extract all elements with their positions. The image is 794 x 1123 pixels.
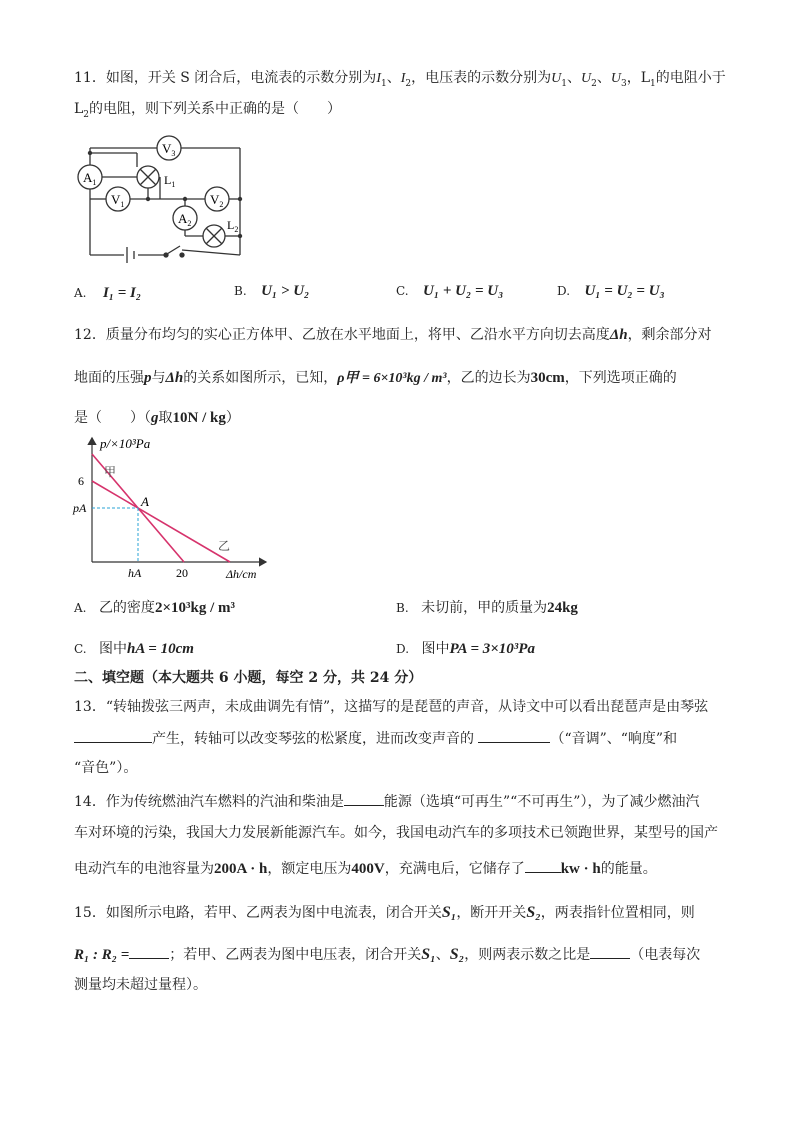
q13-blank-2[interactable] (478, 728, 550, 743)
q12-option-d[interactable]: D. 图中PA = 3×10³Pa (396, 641, 535, 657)
ammeter-a1 (78, 165, 102, 189)
q15-blank-2[interactable] (590, 944, 630, 959)
q13-line1: 13．“转轴拨弦三两声，未成曲调先有情”，这描写的是琵琶的声音，从诗文中可以看出琵琶声是由琴弦 (74, 699, 709, 715)
voltmeter-v1 (106, 187, 130, 211)
lamp-l1 (137, 166, 175, 189)
q12-stem-line2: 地面的压强p与Δh的关系如图所示，已知，ρ甲 = 6×10³kg / m³，乙的边长为30cm，下列选项正确的 (74, 370, 677, 386)
svg-text:V3: $V_3$ (162, 141, 176, 158)
q11-option-a[interactable]: A. I₁ = I₂ (74, 285, 142, 301)
x-tick-ha: hA (128, 566, 142, 580)
q11-option-d[interactable]: D. U₁ = U₂ = U₃ (557, 283, 665, 299)
section-heading-fill-in: 二、填空题（本大题共 6 小题，每空 2 分，共 24 分） (74, 670, 423, 686)
q12-option-b[interactable]: B. 未切前，甲的质量为24kg (396, 600, 578, 616)
voltmeter-v3 (157, 136, 181, 160)
q13-line2: 产生，转轴可以改变琴弦的松紧度，进而改变声音的 （“音调”、“响度”和 (74, 728, 677, 749)
series-label-jia: 甲 (104, 465, 117, 479)
q15-line1: 15．如图所示电路，若甲、乙两表为图中电流表，闭合开关S₁，断开开关S₂，两表指针位置相同，则 (74, 904, 695, 921)
svg-text:V1: $V_1$ (111, 192, 125, 209)
q14-line3: 电动汽车的电池容量为200A · h，额定电压为400V，充满电后，它储存了 kw · h的能量。 (74, 858, 657, 879)
q15-blank-1[interactable] (129, 944, 169, 959)
series-label-yi: 乙 (218, 538, 231, 553)
svg-text:A1: $A_1$ (83, 170, 97, 187)
q12-stem-line1: 12．质量分布均匀的实心正方体甲、乙放在水平地面上，将甲、乙沿水平方向切去高度Δh，剩余部分对 (74, 327, 712, 343)
q14-line2: 车对环境的污染，我国大力发展新能源汽车。如今，我国电动汽车的多项技术已领跑世界，某型号的国产 (74, 825, 718, 841)
q11-stem-line1: 11．如图，开关 S 闭合后，电流表的示数分别为$I_1$、$I_2$，电压表的示数分别为$U_1$、$U_2$、$U_3$，$L_1$的电阻小于 (74, 70, 726, 89)
series-line-1 (92, 481, 230, 562)
x-axis-label: Δh/cm (226, 567, 257, 581)
q11-option-b[interactable]: B. U₁ > U₂ (234, 283, 310, 299)
q14-blank-1[interactable] (344, 791, 384, 806)
svg-text:A2: $A_2$ (178, 211, 192, 228)
q14-blank-2[interactable] (525, 858, 561, 873)
q12-option-a[interactable]: A. 乙的密度2×10³kg / m³ (74, 600, 235, 616)
q12-stem-line3: 是（ ）（g取10N / kg） (74, 410, 240, 426)
q13-line3: “音色”）。 (74, 760, 138, 776)
lamp-l2 (203, 218, 238, 247)
pressure-chart (70, 432, 275, 582)
x-tick-20: 20 (176, 566, 188, 580)
y-tick-pa: pA (73, 501, 87, 515)
q15-line2: R₁ : R₂ = ；若甲、乙两表为图中电压表，闭合开关S₁、S₂，则两表示数之比是 （电表每次 (74, 946, 701, 963)
point-a-label: A (141, 494, 149, 509)
ammeter-a2 (173, 206, 197, 230)
q11-stem-line2: $L_2$的电阻，则下列关系中正确的是（ ） (74, 101, 342, 120)
y-axis-label: p/×10³Pa (100, 436, 151, 451)
y-tick-6: 6 (78, 474, 84, 488)
svg-text:L2: $L_2$ (227, 218, 239, 234)
svg-text:L1: $L_1$ (164, 173, 176, 189)
q14-line1: 14．作为传统燃油汽车燃料的汽油和柴油是 能源（选填“可再生”“不可再生”），为了减少燃油汽 (74, 791, 699, 812)
voltmeter-v2 (205, 187, 229, 211)
q12-option-c[interactable]: C. 图中hA = 10cm (74, 641, 194, 657)
q13-blank-1[interactable] (74, 728, 152, 743)
q11-option-c[interactable]: C. U₁ + U₂ = U₃ (396, 283, 504, 299)
q15-line3: 测量均未超过量程）。 (74, 977, 207, 993)
svg-text:V2: $V_2$ (210, 192, 224, 209)
circuit-diagram-q11 (72, 128, 250, 263)
